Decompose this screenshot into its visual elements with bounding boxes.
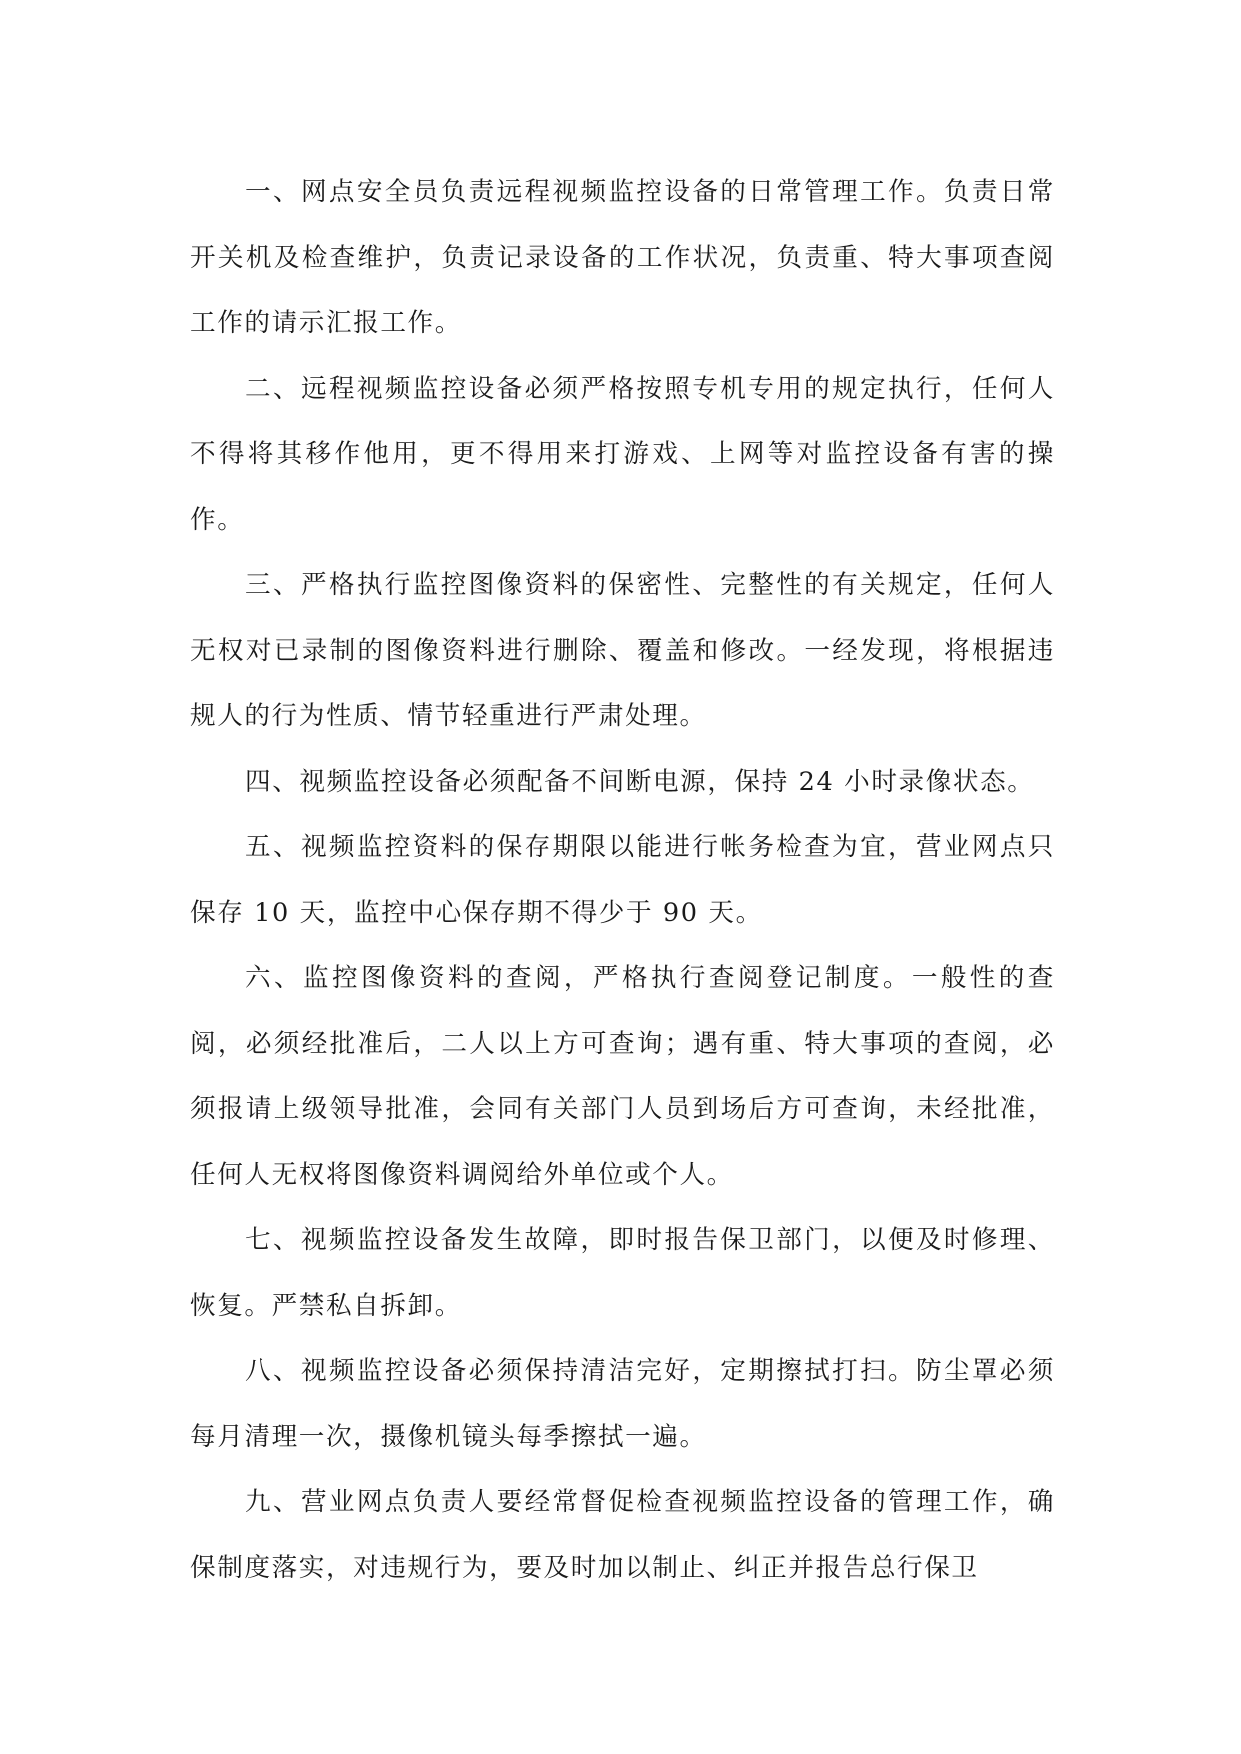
paragraph-3: 三、严格执行监控图像资料的保密性、完整性的有关规定，任何人无权对已录制的图像资料进行删除、覆盖和修改。一经发现，将根据违规人的行为性质、情节轻重进行严肃处理。: [190, 570, 1055, 731]
paragraph-4: 四、视频监控设备必须配备不间断电源，保持 24 小时录像状态。: [245, 766, 1035, 797]
paragraph-8: 八、视频监控设备必须保持清洁完好，定期擦拭打扫。防尘罩必须每月清理一次，摄像机镜头每季擦拭一遍。: [190, 1356, 1055, 1452]
paragraph-2: 二、远程视频监控设备必须严格按照专机专用的规定执行，任何人不得将其移作他用，更不得用来打游戏、上网等对监控设备有害的操作。: [190, 373, 1055, 535]
document-body: [190, 160, 1055, 1601]
paragraph-7: 七、视频监控设备发生故障，即时报告保卫部门，以便及时修理、恢复。严禁私自拆卸。: [190, 1225, 1055, 1321]
paragraph-1: 一、网点安全员负责远程视频监控设备的日常管理工作。负责日常开关机及检查维护，负责记录设备的工作状况，负责重、特大事项查阅工作的请示汇报工作。: [190, 177, 1055, 338]
paragraph-5: 五、视频监控资料的保存期限以能进行帐务检查为宜，营业网点只保存 10 天，监控中心保存期不得少于 90 天。: [190, 832, 1055, 928]
paragraph-9: 九、营业网点负责人要经常督促检查视频监控设备的管理工作，确保制度落实，对违规行为，要及时加以制止、纠正并报告总行保卫: [190, 1487, 1055, 1583]
paragraph-6: 六、监控图像资料的查阅，严格执行查阅登记制度。一般性的查阅，必须经批准后，二人以上方可查询；遇有重、特大事项的查阅，必须报请上级领导批准，会同有关部门人员到场后方可查询，未经批准，任何人无权将图像资料调阅给外单位或个人。: [190, 963, 1055, 1190]
